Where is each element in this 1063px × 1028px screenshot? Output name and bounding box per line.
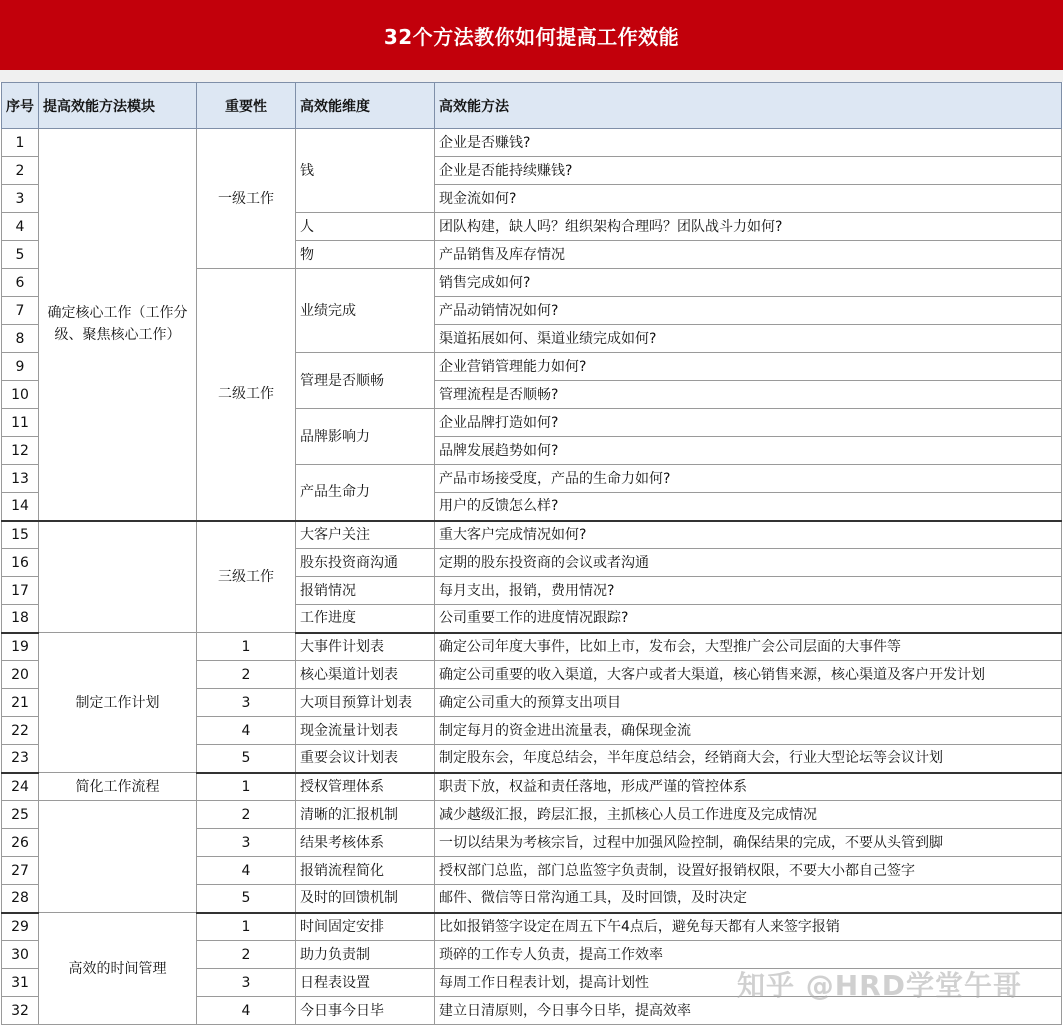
page-title: 32个方法教你如何提高工作效能 — [0, 0, 1063, 70]
rank-cell: 5 — [197, 745, 296, 773]
row-number: 12 — [2, 437, 39, 465]
dimension-cell: 报销情况 — [296, 577, 435, 605]
row-number: 8 — [2, 325, 39, 353]
title-gap — [0, 70, 1063, 82]
row-number: 17 — [2, 577, 39, 605]
header-row — [2, 83, 1062, 129]
table-row — [2, 129, 1062, 157]
dimension-cell: 授权管理体系 — [296, 773, 435, 801]
module-cell-empty — [39, 521, 197, 633]
method-cell: 一切以结果为考核宗旨，过程中加强风险控制，确保结果的完成，不要从头管到脚 — [435, 829, 1062, 857]
row-number: 15 — [2, 521, 39, 549]
method-cell: 公司重要工作的进度情况跟踪? — [435, 605, 1062, 633]
rank-cell: 2 — [197, 941, 296, 969]
method-cell: 每月支出，报销，费用情况? — [435, 577, 1062, 605]
method-cell: 品牌发展趋势如何? — [435, 437, 1062, 465]
rank-cell: 3 — [197, 689, 296, 717]
table-row — [2, 633, 1062, 661]
method-cell: 产品动销情况如何? — [435, 297, 1062, 325]
method-cell: 职责下放，权益和责任落地，形成严谨的管控体系 — [435, 773, 1062, 801]
row-number: 6 — [2, 269, 39, 297]
method-cell: 确定公司年度大事件，比如上市，发布会，大型推广会公司层面的大事件等 — [435, 633, 1062, 661]
dimension-cell: 人 — [296, 213, 435, 241]
methods-table — [1, 82, 1062, 1025]
dimension-cell: 核心渠道计划表 — [296, 661, 435, 689]
method-cell: 减少越级汇报，跨层汇报，主抓核心人员工作进度及完成情况 — [435, 801, 1062, 829]
table-row — [2, 521, 1062, 549]
dimension-cell: 重要会议计划表 — [296, 745, 435, 773]
importance-cell: 二级工作 — [197, 269, 296, 521]
dimension-cell: 大项目预算计划表 — [296, 689, 435, 717]
row-number: 23 — [2, 745, 39, 773]
rank-cell: 1 — [197, 773, 296, 801]
dimension-cell: 产品生命力 — [296, 465, 435, 521]
row-number: 31 — [2, 969, 39, 997]
method-cell: 邮件、微信等日常沟通工具，及时回馈，及时决定 — [435, 885, 1062, 913]
rank-cell: 2 — [197, 661, 296, 689]
row-number: 32 — [2, 997, 39, 1025]
dimension-cell: 报销流程简化 — [296, 857, 435, 885]
dimension-cell: 及时的回馈机制 — [296, 885, 435, 913]
rank-cell: 5 — [197, 885, 296, 913]
header-index: 序号 — [2, 83, 39, 129]
row-number: 19 — [2, 633, 39, 661]
row-number: 11 — [2, 409, 39, 437]
row-number: 7 — [2, 297, 39, 325]
module-cell: 简化工作流程 — [39, 773, 197, 801]
dimension-cell: 大客户关注 — [296, 521, 435, 549]
table-row — [2, 773, 1062, 801]
row-number: 30 — [2, 941, 39, 969]
dimension-cell: 清晰的汇报机制 — [296, 801, 435, 829]
method-cell: 建立日清原则，今日事今日毕，提高效率 — [435, 997, 1062, 1025]
dimension-cell: 业绩完成 — [296, 269, 435, 353]
dimension-cell: 结果考核体系 — [296, 829, 435, 857]
method-cell: 产品销售及库存情况 — [435, 241, 1062, 269]
method-cell: 重大客户完成情况如何? — [435, 521, 1062, 549]
row-number: 20 — [2, 661, 39, 689]
header-module: 提高效能方法模块 — [39, 83, 197, 129]
method-cell: 企业营销管理能力如何? — [435, 353, 1062, 381]
method-cell: 企业是否能持续赚钱? — [435, 157, 1062, 185]
method-cell: 企业是否赚钱? — [435, 129, 1062, 157]
importance-cell: 一级工作 — [197, 129, 296, 269]
row-number: 21 — [2, 689, 39, 717]
row-number: 3 — [2, 185, 39, 213]
module-cell: 高效的时间管理 — [39, 913, 197, 1025]
dimension-cell: 品牌影响力 — [296, 409, 435, 465]
method-cell: 制定每月的资金进出流量表，确保现金流 — [435, 717, 1062, 745]
method-cell: 确定公司重大的预算支出项目 — [435, 689, 1062, 717]
method-cell: 琐碎的工作专人负责，提高工作效率 — [435, 941, 1062, 969]
dimension-cell: 物 — [296, 241, 435, 269]
row-number: 18 — [2, 605, 39, 633]
table-row — [2, 801, 1062, 829]
table-row — [2, 913, 1062, 941]
method-cell: 产品市场接受度，产品的生命力如何? — [435, 465, 1062, 493]
dimension-cell: 工作进度 — [296, 605, 435, 633]
rank-cell: 1 — [197, 633, 296, 661]
row-number: 25 — [2, 801, 39, 829]
dimension-cell: 钱 — [296, 129, 435, 213]
method-cell: 制定股东会，年度总结会，半年度总结会，经销商大会，行业大型论坛等会议计划 — [435, 745, 1062, 773]
header-dimension: 高效能维度 — [296, 83, 435, 129]
module-cell: 确定核心工作（工作分级、聚焦核心工作） — [39, 129, 197, 521]
dimension-cell: 助力负责制 — [296, 941, 435, 969]
rank-cell: 1 — [197, 913, 296, 941]
importance-cell: 三级工作 — [197, 521, 296, 633]
dimension-cell: 大事件计划表 — [296, 633, 435, 661]
method-cell: 企业品牌打造如何? — [435, 409, 1062, 437]
header-method: 高效能方法 — [435, 83, 1062, 129]
row-number: 27 — [2, 857, 39, 885]
rank-cell: 3 — [197, 829, 296, 857]
row-number: 9 — [2, 353, 39, 381]
rank-cell: 3 — [197, 969, 296, 997]
rank-cell: 4 — [197, 857, 296, 885]
row-number: 13 — [2, 465, 39, 493]
dimension-cell: 现金流量计划表 — [296, 717, 435, 745]
row-number: 26 — [2, 829, 39, 857]
method-cell: 销售完成如何? — [435, 269, 1062, 297]
row-number: 29 — [2, 913, 39, 941]
method-cell: 每周工作日程表计划，提高计划性 — [435, 969, 1062, 997]
method-cell: 定期的股东投资商的会议或者沟通 — [435, 549, 1062, 577]
header-importance: 重要性 — [197, 83, 296, 129]
row-number: 28 — [2, 885, 39, 913]
method-cell: 团队构建，缺人吗？组织架构合理吗？团队战斗力如何? — [435, 213, 1062, 241]
row-number: 24 — [2, 773, 39, 801]
rank-cell: 4 — [197, 997, 296, 1025]
row-number: 2 — [2, 157, 39, 185]
dimension-cell: 时间固定安排 — [296, 913, 435, 941]
row-number: 16 — [2, 549, 39, 577]
row-number: 22 — [2, 717, 39, 745]
method-cell: 比如报销签字设定在周五下午4点后，避免每天都有人来签字报销 — [435, 913, 1062, 941]
dimension-cell: 今日事今日毕 — [296, 997, 435, 1025]
module-cell: 制定工作计划 — [39, 633, 197, 773]
watermark: 知乎 @HRD学堂午哥 — [737, 969, 1022, 1002]
method-cell: 用户的反馈怎么样? — [435, 493, 1062, 521]
dimension-cell: 股东投资商沟通 — [296, 549, 435, 577]
row-number: 4 — [2, 213, 39, 241]
method-cell: 确定公司重要的收入渠道，大客户或者大渠道，核心销售来源，核心渠道及客户开发计划 — [435, 661, 1062, 689]
dimension-cell: 管理是否顺畅 — [296, 353, 435, 409]
rank-cell: 2 — [197, 801, 296, 829]
row-number: 1 — [2, 129, 39, 157]
module-cell-empty — [39, 801, 197, 913]
rank-cell: 4 — [197, 717, 296, 745]
method-cell: 管理流程是否顺畅? — [435, 381, 1062, 409]
dimension-cell: 日程表设置 — [296, 969, 435, 997]
method-cell: 授权部门总监，部门总监签字负责制，设置好报销权限，不要大小都自己签字 — [435, 857, 1062, 885]
row-number: 14 — [2, 493, 39, 521]
row-number: 5 — [2, 241, 39, 269]
row-number: 10 — [2, 381, 39, 409]
method-cell: 现金流如何? — [435, 185, 1062, 213]
method-cell: 渠道拓展如何、渠道业绩完成如何? — [435, 325, 1062, 353]
